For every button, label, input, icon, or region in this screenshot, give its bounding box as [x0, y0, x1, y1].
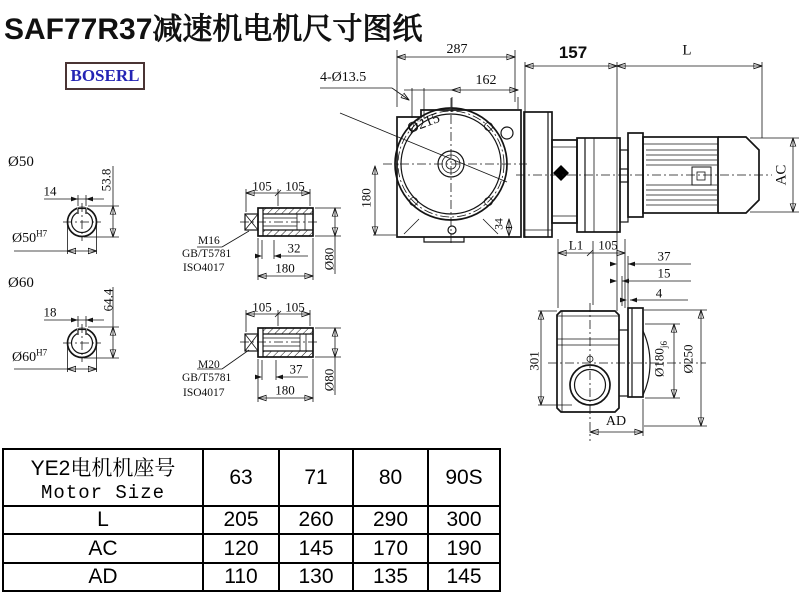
table-cell: 120	[203, 534, 279, 563]
shaft2-bore-base: Ø60	[12, 350, 37, 365]
shaft1-bore-tolerance: H7	[36, 228, 48, 239]
shaft1-bore-base: Ø50	[12, 231, 37, 246]
table-cell: 145	[279, 534, 353, 563]
table-cell: 135	[353, 563, 428, 591]
main-motor-diameter-dim: AC	[773, 164, 790, 186]
sleeve2-dim-right: 105	[285, 299, 305, 315]
sleeve1-standard-label: GB/T5781	[182, 248, 232, 260]
output-spigot-tolerance: j6	[659, 341, 670, 349]
output-flange-diameter-dim: Ø250	[680, 344, 696, 374]
output-37-dim: 37	[657, 248, 671, 264]
table-cell: 290	[353, 506, 428, 534]
sleeve1-thread-label: M16	[198, 235, 220, 247]
shaft1-diameter-label: Ø50	[8, 154, 34, 170]
output-spigot-dim	[651, 341, 670, 377]
sleeve2-standard-label: GB/T5781	[182, 372, 232, 384]
output-105-dim: 105	[598, 237, 618, 253]
table-cell: 300	[428, 506, 500, 534]
shaft1-bore-dim	[12, 228, 48, 246]
table-header-en: Motor Size	[40, 481, 166, 504]
sleeve2-dim-left: 105	[252, 299, 272, 315]
table-header-motor-size	[3, 449, 203, 506]
table-row-AD	[3, 563, 500, 591]
output-4-dim: 4	[655, 285, 663, 301]
output-height-dim: 301	[526, 351, 542, 371]
brand-logo	[65, 62, 145, 90]
table-row-label-L: L	[3, 506, 203, 534]
table-col-71: 71	[279, 449, 353, 506]
table-cell: 205	[203, 506, 279, 534]
table-cell: 190	[428, 534, 500, 563]
shaft2-bore-tolerance: H7	[36, 347, 48, 358]
shaft1-key-width-dim: 14	[43, 183, 57, 199]
shaft2-key-height-dim: 64.4	[100, 288, 116, 312]
motor-size-table	[2, 448, 501, 592]
table-cell: 110	[203, 563, 279, 591]
table-cell: 145	[428, 563, 500, 591]
main-foot-dim: 34	[493, 218, 506, 230]
main-gearbox-length-dim: 157	[558, 43, 588, 62]
sleeve2-iso-label: ISO4017	[183, 387, 225, 399]
sleeve2-od-dim: Ø80	[321, 368, 337, 392]
table-col-63: 63	[203, 449, 279, 506]
table-cell: 260	[279, 506, 353, 534]
table-cell: 130	[279, 563, 353, 591]
main-flange-diameter-label: Ø215	[405, 110, 443, 137]
table-cell: 170	[353, 534, 428, 563]
table-row-label-AC: AC	[3, 534, 203, 563]
shaft1-key-height-dim: 53.8	[98, 168, 114, 192]
sleeve2-length-dim: 180	[275, 382, 295, 398]
output-l1-dim: L1	[568, 237, 584, 253]
sleeve1-depth-dim: 32	[287, 240, 301, 256]
sleeve2-depth-dim: 37	[289, 361, 303, 377]
output-15-dim: 15	[657, 265, 671, 281]
sleeve2-thread-label: M20	[198, 359, 220, 371]
shaft2-key-width-dim: 18	[43, 304, 57, 320]
main-height-dim: 180	[358, 188, 374, 208]
main-motor-length-dim: L	[682, 42, 692, 59]
output-ad-dim: AD	[605, 414, 627, 429]
sleeve1-length-dim: 180	[275, 260, 295, 276]
table-row-L	[3, 506, 500, 534]
table-row-AC	[3, 534, 500, 563]
main-mount-holes-label: 4-Ø13.5	[320, 70, 367, 85]
table-header-cn: YE2电机机座号	[30, 456, 176, 480]
shaft2-diameter-label: Ø60	[8, 275, 34, 291]
table-col-80: 80	[353, 449, 428, 506]
page-title: SAF77R37减速机电机尺寸图纸	[4, 13, 423, 46]
sleeve1-dim-left: 105	[252, 178, 272, 194]
brand-logo-text: BOSERL	[70, 66, 140, 85]
sleeve1-iso-label: ISO4017	[183, 262, 225, 274]
sleeve1-od-dim: Ø80	[321, 247, 337, 271]
output-flange-view	[538, 239, 707, 441]
output-spigot-base: Ø180	[651, 348, 667, 377]
main-total-width-dim: 287	[446, 42, 468, 57]
main-flange-width-dim: 162	[475, 73, 497, 88]
table-row-label-AD: AD	[3, 563, 203, 591]
sleeve1-dim-right: 105	[285, 178, 305, 194]
table-col-90s: 90S	[428, 449, 500, 506]
shaft2-bore-dim	[12, 347, 48, 365]
